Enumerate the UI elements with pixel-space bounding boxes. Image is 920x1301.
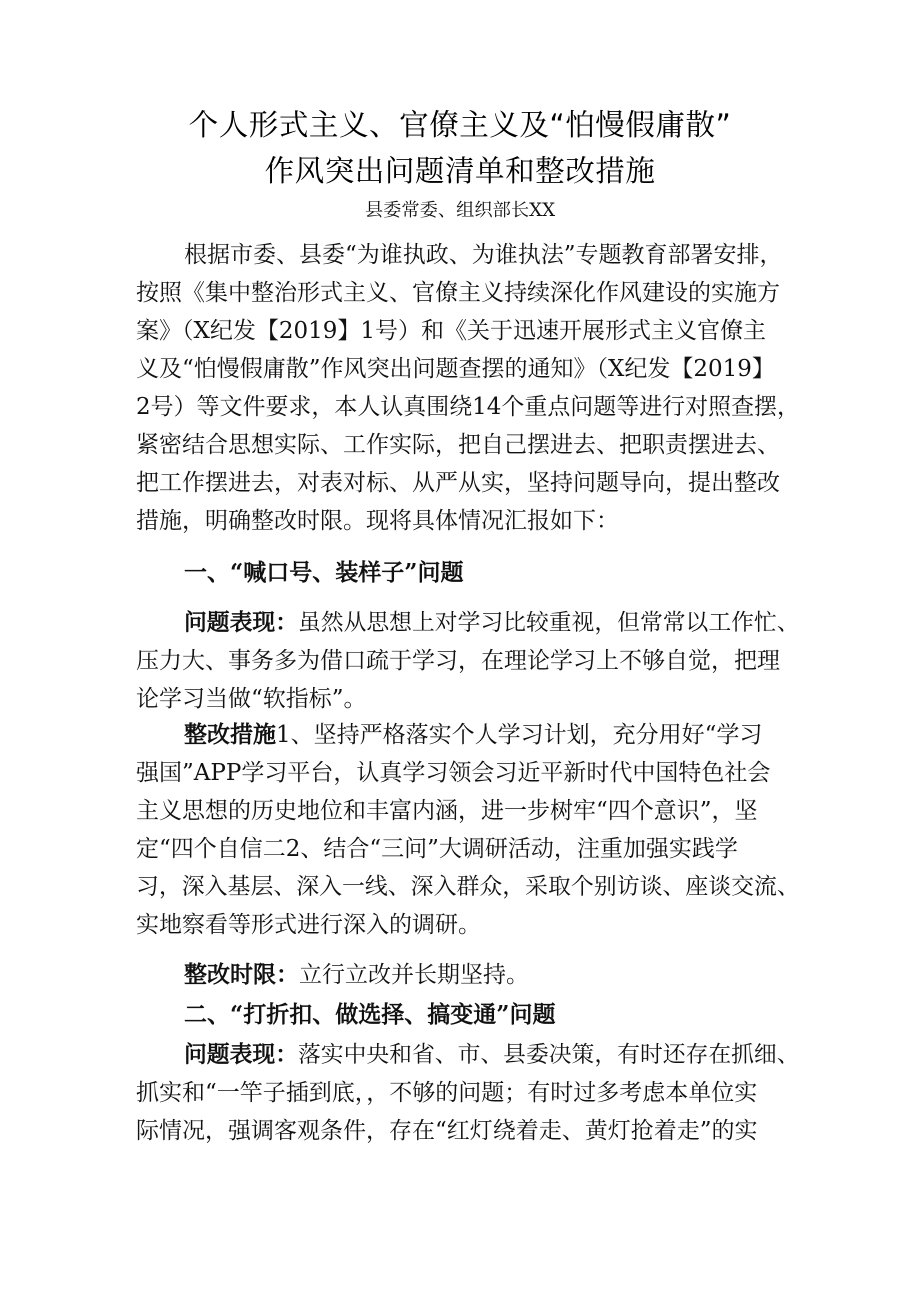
author-line: 县委常委、组织部长XX xyxy=(364,200,556,221)
problem-line: 压力大、事务多为借口疏于学习，在理论学习上不够自觉，把理 xyxy=(136,648,780,674)
section-heading: 一、“喊口号、装样子”问题 xyxy=(184,559,464,586)
measure-line: 习，深入基层、深入一线、深入群众，采取个别访谈、座谈交流、 xyxy=(136,874,800,900)
problem-text: 虽然从思想上对学习比较重视，但常常以工作忙、 xyxy=(297,610,800,636)
problem-line: 论学习当做“软指标”。 xyxy=(136,686,367,712)
section-heading: 二、“打折扣、做选择、搞变通”问题 xyxy=(184,1001,556,1028)
measure-line xyxy=(184,720,762,750)
deadline-line xyxy=(184,960,529,990)
intro-line: 义及“怕慢假庸散”作风突出问题查摆的通知》（X纪发【2019】 xyxy=(136,356,775,382)
title-line-2: 作风突出问题清单和整改措施 xyxy=(264,154,656,188)
deadline-label: 整改时限： xyxy=(184,961,299,988)
measure-line: 主义思想的历史地位和丰富内涵，进一步树牢“四个意识”，坚 xyxy=(136,798,758,824)
intro-line: 把工作摆进去，对表对标、从严从实，坚持问题导向，提出整改 xyxy=(136,470,780,496)
problem-line xyxy=(184,1040,800,1070)
measure-text: 1、坚持严格落实个人学习计划，充分用好“学习 xyxy=(276,722,763,748)
document-title xyxy=(0,102,920,194)
problem-line: 际情况，强调客观条件，存在“红灯绕着走、黄灯抢着走”的实 xyxy=(136,1118,758,1144)
intro-line: 根据市委、县委“为谁执政、为谁执法”专题教育部署安排， xyxy=(184,242,783,268)
measure-label: 整改措施 xyxy=(184,721,276,748)
intro-line: 2号）等文件要求，本人认真围绕14个重点问题等进行对照查摆， xyxy=(136,394,800,420)
intro-line: 按照《集中整治形式主义、官僚主义持续深化作风建设的实施方 xyxy=(136,280,780,306)
problem-line: 抓实和“一竿子插到底，，不够的问题；有时过多考虑本单位实 xyxy=(136,1080,758,1106)
problem-text: 落实中央和省、市、县委决策，有时还存在抓细、 xyxy=(297,1042,800,1068)
intro-line: 措施，明确整改时限。现将具体情况汇报如下： xyxy=(136,508,619,534)
measure-line: 实地察看等形式进行深入的调研。 xyxy=(136,912,481,938)
intro-line: 紧密结合思想实际、工作实际，把自己摆进去、把职责摆进去、 xyxy=(136,432,780,458)
problem-label: 问题表现： xyxy=(184,610,298,636)
measure-line: 定“四个自信二2、结合“三问”大调研活动，注重加强实践学 xyxy=(136,836,738,862)
problem-line xyxy=(184,608,800,638)
title-line-1: 个人形式主义、官僚主义及“怕慢假庸散” xyxy=(188,108,732,142)
deadline-text: 立行立改并长期坚持。 xyxy=(299,962,529,988)
intro-line: 案》（X纪发【2019】1号）和《关于迅速开展形式主义官僚主 xyxy=(136,318,767,344)
problem-label: 问题表现： xyxy=(184,1042,298,1068)
measure-line: 强国”APP学习平台，认真学习领会习近平新时代中国特色社会 xyxy=(136,760,771,786)
